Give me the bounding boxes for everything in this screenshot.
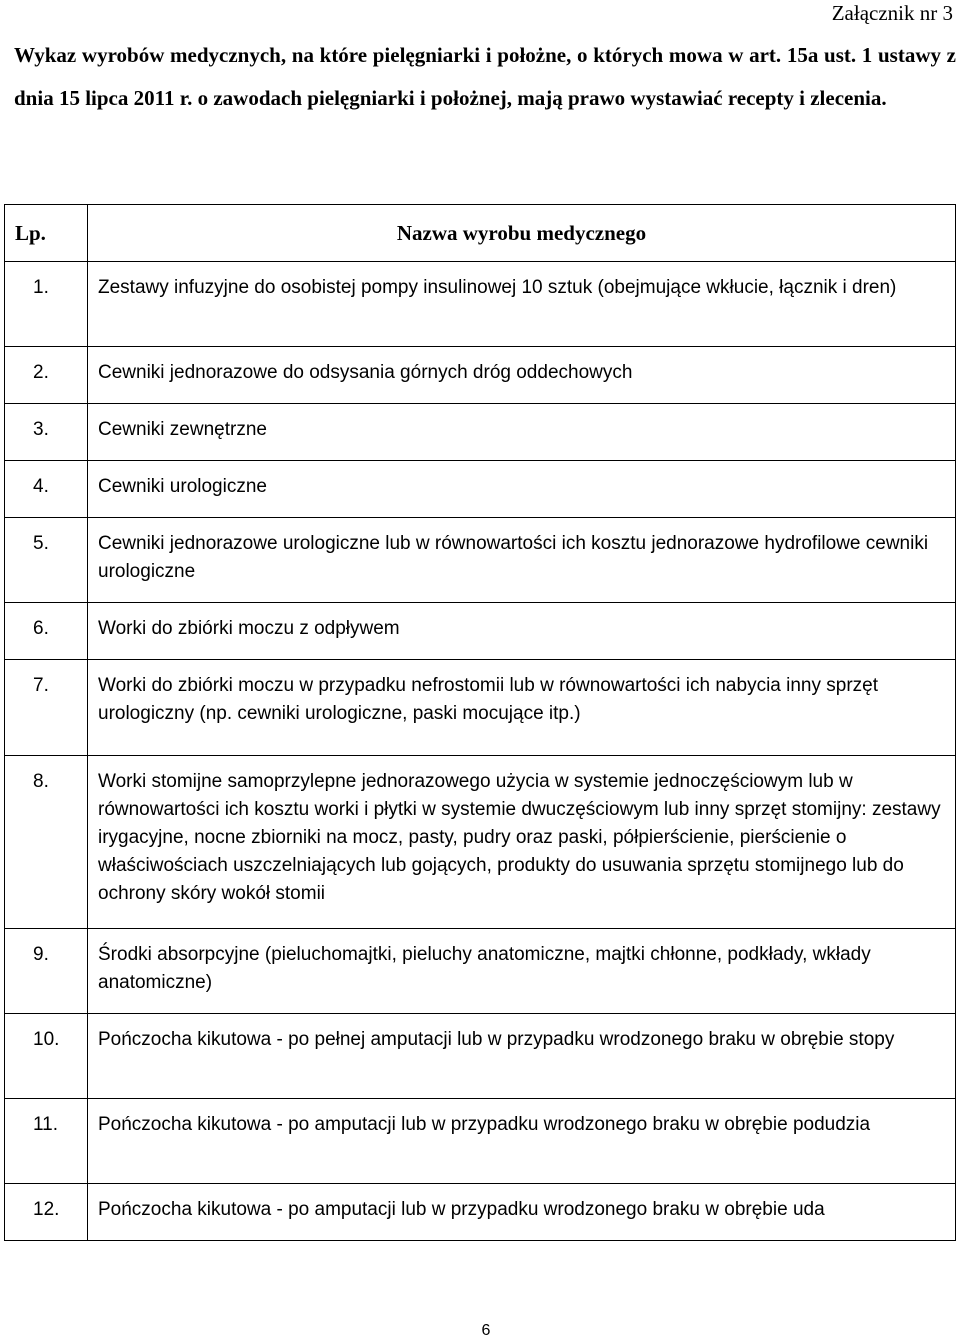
table-row	[5, 929, 956, 1014]
row-lp: 8.	[5, 756, 88, 929]
row-name: Zestawy infuzyjne do osobistej pompy insulinowej 10 sztuk (obejmujące wkłucie, łącznik i dren)	[88, 262, 956, 347]
row-name: Worki stomijne samoprzylepne jednorazowego użycia w systemie jednoczęściowym lub w równowartości ich kosztu worki i płytki w systemie dwuczęściowym lub inny sprzęt stomijny: zestawy irygacyjne, nocne zbiorniki na mocz, pasty, pudry oraz paski, półpierścienie, pierścienie o właściwościach uszczelniających lub gojących, produkty do usuwania sprzętu stomijnego lub do ochrony skóry wokół stomii	[88, 756, 956, 929]
row-name: Pończocha kikutowa - po pełnej amputacji lub w przypadku wrodzonego braku w obrębie stopy	[88, 1014, 956, 1099]
row-lp: 2.	[5, 347, 88, 404]
row-name: Pończocha kikutowa - po amputacji lub w przypadku wrodzonego braku w obrębie podudzia	[88, 1099, 956, 1184]
table-row	[5, 461, 956, 518]
row-name: Cewniki jednorazowe urologiczne lub w równowartości ich kosztu jednorazowe hydrofilowe cewniki urologiczne	[88, 518, 956, 603]
row-lp: 5.	[5, 518, 88, 603]
row-lp: 10.	[5, 1014, 88, 1099]
medical-devices-table	[4, 204, 956, 1241]
page-number: 6	[481, 1322, 491, 1339]
row-lp: 7.	[5, 660, 88, 756]
table-row	[5, 347, 956, 404]
header-lp: Lp.	[5, 205, 88, 262]
table-header-row	[5, 205, 956, 262]
table-row	[5, 518, 956, 603]
table-row	[5, 756, 956, 929]
row-lp: 9.	[5, 929, 88, 1014]
table-row	[5, 1014, 956, 1099]
row-name: Worki do zbiórki moczu z odpływem	[88, 603, 956, 660]
table-header	[5, 205, 956, 262]
table-row	[5, 603, 956, 660]
row-name: Środki absorpcyjne (pieluchomajtki, pieluchy anatomiczne, majtki chłonne, podkłady, wkłady anatomiczne)	[88, 929, 956, 1014]
annex-label: Załącznik nr 3	[831, 1, 953, 25]
row-name: Cewniki jednorazowe do odsysania górnych dróg oddechowych	[88, 347, 956, 404]
row-lp: 12.	[5, 1184, 88, 1241]
row-lp: 11.	[5, 1099, 88, 1184]
row-lp: 1.	[5, 262, 88, 347]
table-row	[5, 404, 956, 461]
row-name: Worki do zbiórki moczu w przypadku nefrostomii lub w równowartości ich nabycia inny sprzęt urologiczny (np. cewniki urologiczne, paski mocujące itp.)	[88, 660, 956, 756]
header-name: Nazwa wyrobu medycznego	[88, 205, 956, 262]
table-row	[5, 1099, 956, 1184]
table-row	[5, 660, 956, 756]
table-row	[5, 262, 956, 347]
row-name: Cewniki urologiczne	[88, 461, 956, 518]
row-lp: 4.	[5, 461, 88, 518]
row-name: Cewniki zewnętrzne	[88, 404, 956, 461]
table-body	[5, 262, 956, 1241]
row-name: Pończocha kikutowa - po amputacji lub w przypadku wrodzonego braku w obrębie uda	[88, 1184, 956, 1241]
table-row	[5, 1184, 956, 1241]
row-lp: 6.	[5, 603, 88, 660]
row-lp: 3.	[5, 404, 88, 461]
document-heading: Wykaz wyrobów medycznych, na które pielęgniarki i położne, o których mowa w art. 15a ust. 1 ustawy z dnia 15 lipca 2011 r. o zawodach pielęgniarki i położnej, mają prawo wystawiać recepty i zlecenia.	[14, 43, 956, 110]
